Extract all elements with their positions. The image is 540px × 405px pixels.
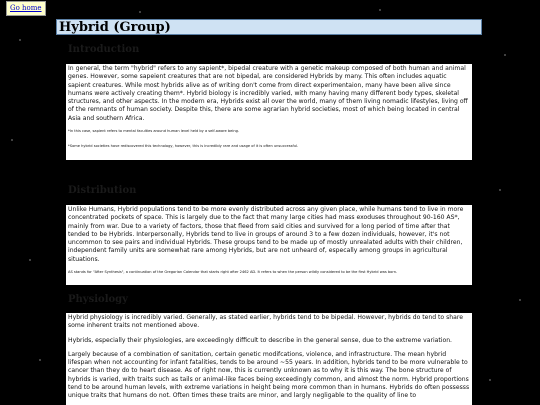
distribution-heading: Distribution: [68, 185, 137, 196]
physiology-text-3: Largely because of a combination of sanitation, certain genetic modifcations, violence, and infrastructure. The mean hybrid lifespan when not accounting for infant fatalities, tends to be around ~55 years. In addition, hybrids tend to be more vulnerable to cancer than they do to heart disease. As of right now, this is currently unknown as to why it is this way. The bone structure of hybrids is varied, with traits such as tails or animal-like faces being exceedingly common, and almost the norm. Hybrid proportions tend to be around human levels, with extreme variations in height being more common than in humans. Hybrids do often possesss unique traits that humans do not. Often times these traits are minor, and largly negligable to the quality of line to: [68, 350, 470, 400]
physiology-text-1: Hybrid physiology is incredibly varied. Generally, as stated earlier, hybrids tend to be bipedal. However, hybrids do tend to share some inherent traits not mentioned above.: [68, 314, 463, 330]
go-home-button[interactable]: Go home: [6, 1, 46, 16]
physiology-text-2: Hybrids, especially their physiologies, are exceedingly difficult to describe in the general sense, due to the extreme variation.: [68, 336, 452, 344]
introduction-panel: [66, 64, 472, 160]
distribution-text: Unlike Humans, Hybrid populations tend to be more evenly distributed across any given place, while humans tend to live in more concentrated pockets of space. This is largely due to the fact that many large cities had mass exoduses throughout 90-160 AS*, mainly from war. Due to a variety of factors, those that fleed from said cities and survived for a long period of time after that tended to be Hybrids. Interpersonally, Hybrids tend to live in groups of around 3 to a few dozen individuals, however, it's not uncommon to see pairs and individual Hybrids. These groups tend to be made up of mostly unrealated adults with their children, independent family units are somewhat rare among Hybrids, but are not unheard of, especally among groups in agricultural situations.: [68, 206, 464, 263]
distribution-panel: [66, 205, 472, 285]
introduction-text: In general, the term "hybrid" refers to any sapient*, bipedal creature with a genetic makeup composed of both human and animal genes. However, some sapeient creatures that are not bipedal, are considered Hybrids by many. This often includes aquatic sapient creatures. While most hybrids alive as of writing don't come from direct experimentaion, many have been alive since humans were actively creating them*. Hybrid biology is incredibly varied, with many having many different body types, skeletal structures, and other aspects. In the modern era, Hybrids exist all over the world, many of them living nomadic lifestyles, living off of the remnants of human society. Despite this, there are some agrarian hybrid societies, most of which being located in central Asia and southern Africa.: [68, 65, 468, 122]
physiology-panel: [66, 313, 472, 405]
introduction-footnote-1: *In this case, sapient refers to mental faculties around human level held by a self-aware being.: [68, 129, 240, 134]
physiology-heading: Physiology: [68, 294, 128, 305]
introduction-heading: Introduction: [68, 44, 140, 55]
introduction-footnote-2: *Some hybrid societies have rediscovered this technology, however, this is incredibly rare and usage of it is often unsuccessful.: [68, 144, 299, 149]
distribution-footnote: AS stands for "After Synthesis", a continuation of the Gregorian Calendar that starts right after 2462 AD. It refers to when the person wildly considered to be the first Hybrid was born.: [68, 270, 398, 275]
page-title: Hybrid (Group): [56, 19, 482, 35]
